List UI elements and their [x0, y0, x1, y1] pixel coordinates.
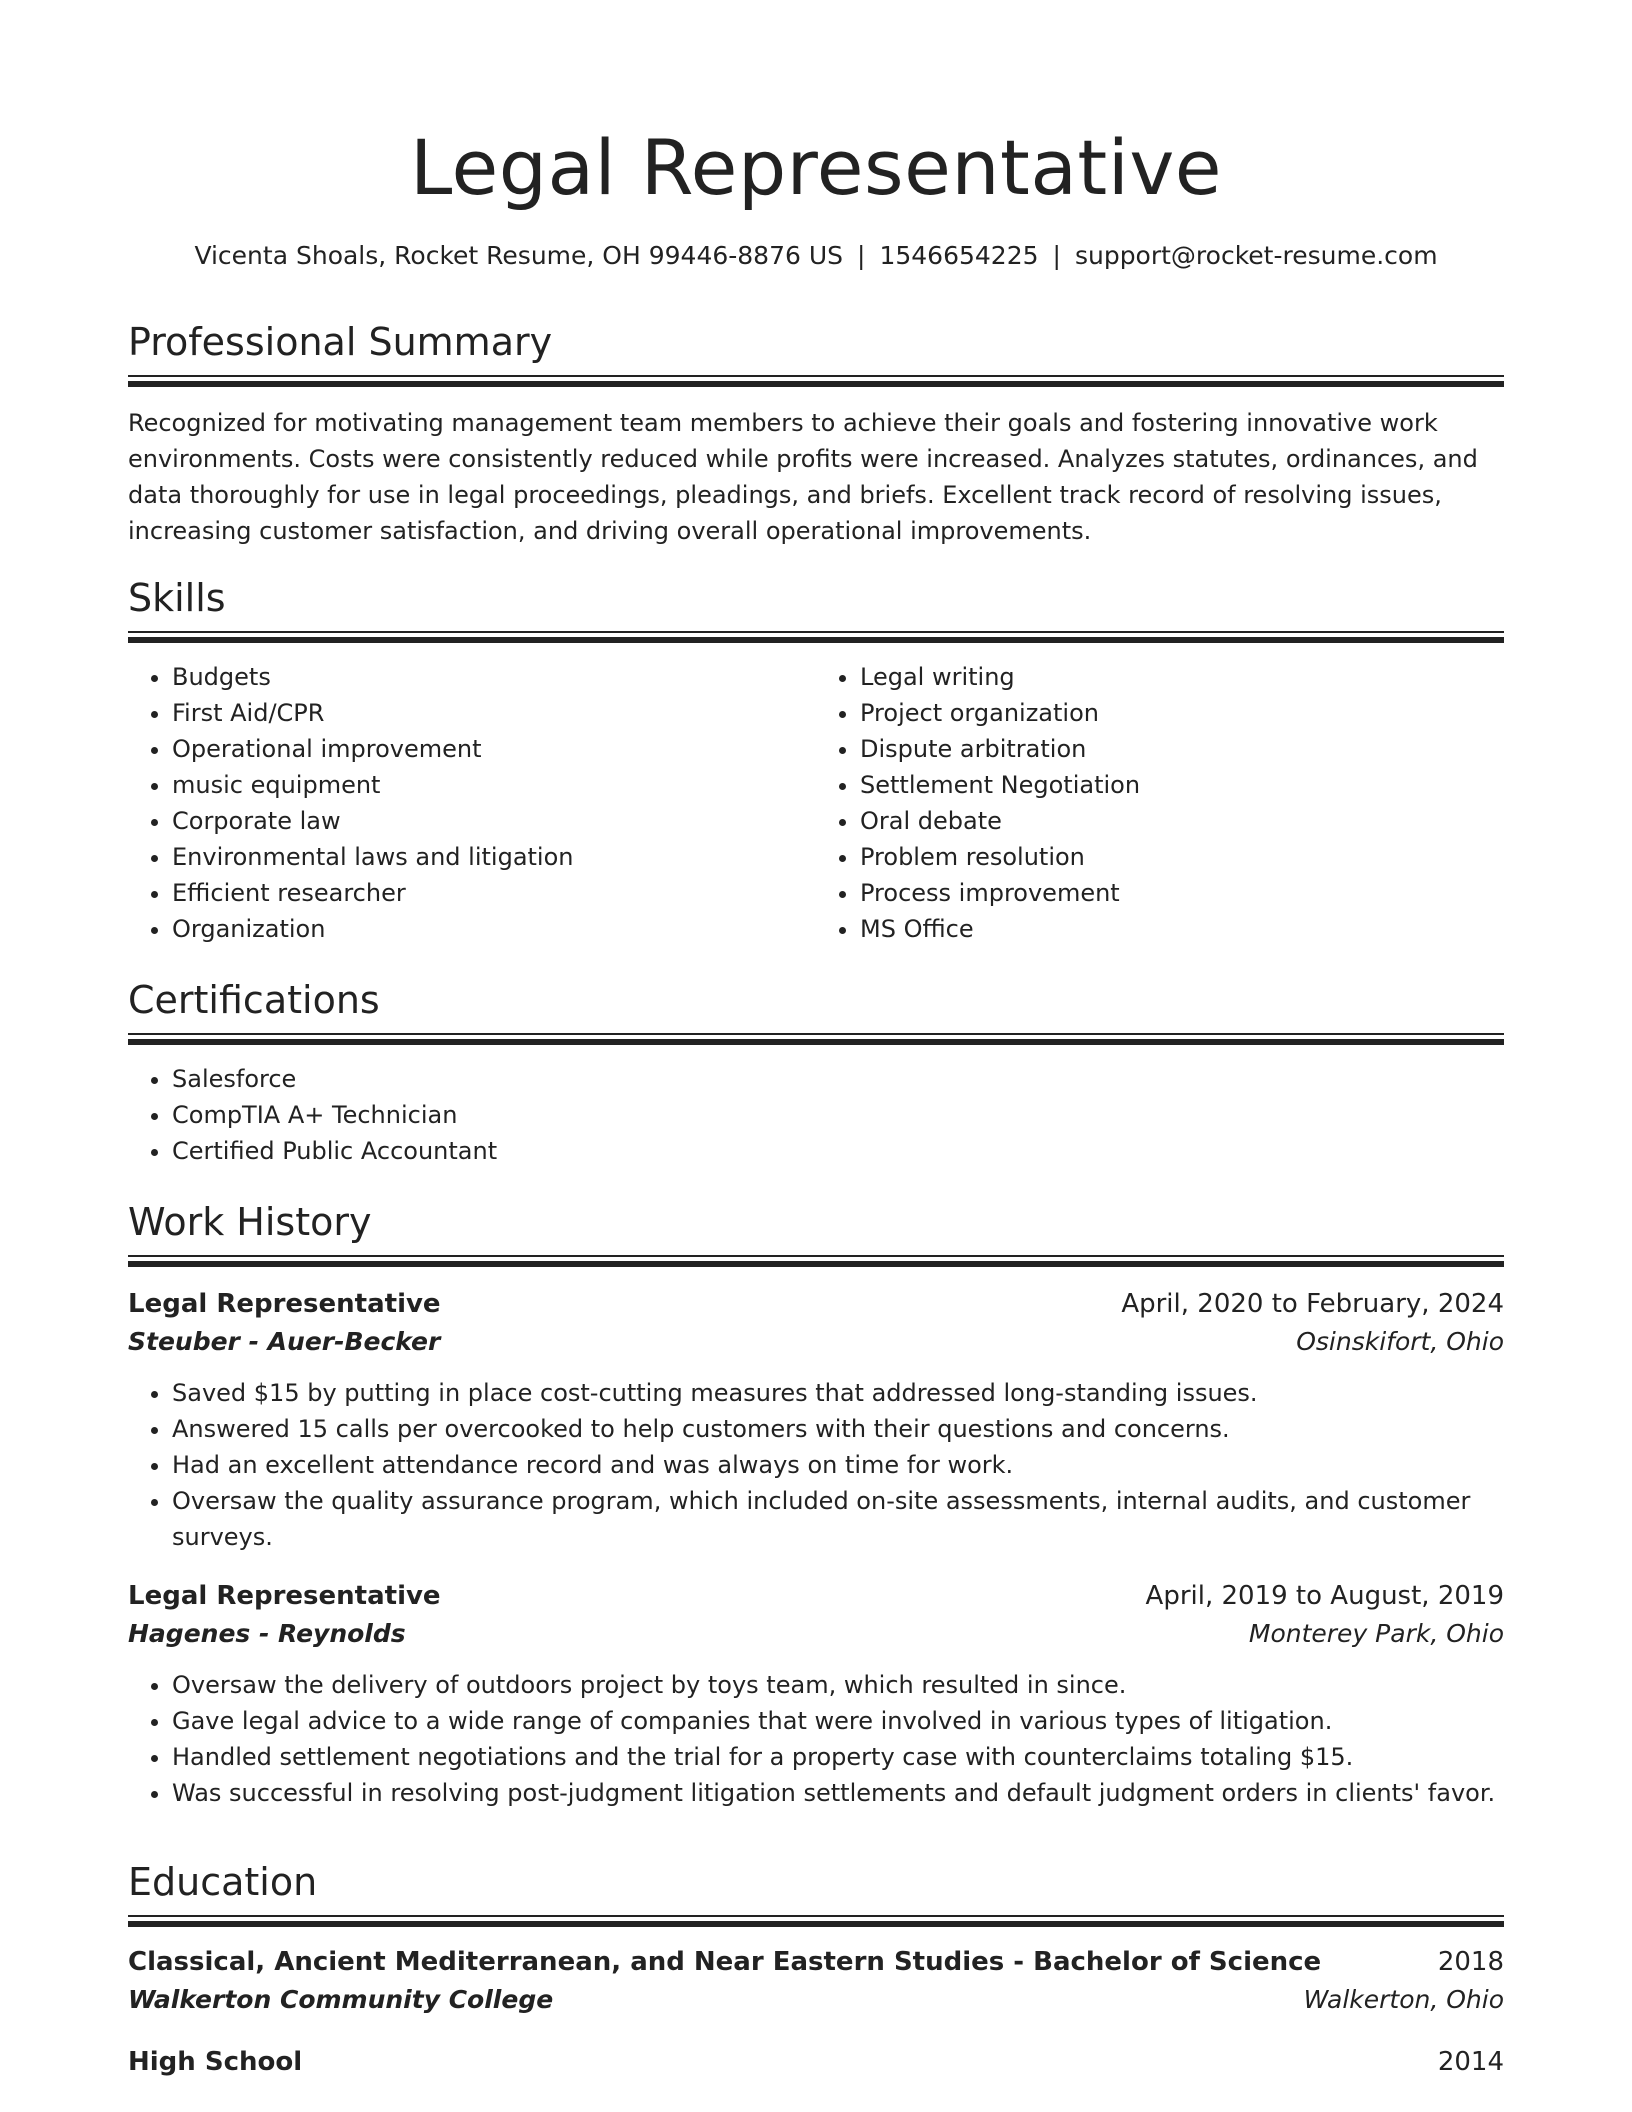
section-rule	[128, 1033, 1504, 1035]
section-rule	[128, 1255, 1504, 1257]
education-entry	[128, 1943, 1504, 2019]
job-bullet: • Saved $15 by putting in place cost-cutting measures that addressed long-standing issues.	[172, 1375, 1504, 1411]
education-school: Walkerton Community College	[128, 1985, 554, 2014]
job-bullet: • Handled settlement negotiations and the trial for a property case with counterclaims totaling $15.	[172, 1739, 1504, 1775]
skill-item: • Process improvement	[860, 875, 1504, 911]
section-rule	[128, 631, 1504, 633]
skill-item: • Oral debate	[860, 803, 1504, 839]
education-section	[128, 1857, 1504, 2081]
section-rule	[128, 1921, 1504, 1927]
certifications-section	[128, 975, 1504, 1169]
job-bullet: • Had an excellent attendance record and was always on time for work.	[172, 1447, 1504, 1483]
education-entry	[128, 2043, 1504, 2081]
job-bullet: • Oversaw the quality assurance program, which included on-site assessments, internal audits, and customer surveys.	[172, 1483, 1504, 1555]
job-entry	[128, 1577, 1504, 1811]
skills-list-left	[128, 659, 816, 947]
section-rule	[128, 1915, 1504, 1917]
skill-item: • Organization	[172, 911, 816, 947]
education-header-row	[128, 2043, 1504, 2081]
skills-columns	[128, 643, 1504, 947]
job-title: Legal Representative	[128, 1289, 441, 1319]
skill-item: • Dispute arbitration	[860, 731, 1504, 767]
skill-item: • First Aid/CPR	[172, 695, 816, 731]
education-degree: High School	[128, 2047, 303, 2077]
section-rule	[128, 1261, 1504, 1267]
skills-section	[128, 573, 1504, 947]
skill-item: • music equipment	[172, 767, 816, 803]
job-title: Legal Representative	[128, 1581, 441, 1611]
education-header-row	[128, 1943, 1504, 1981]
job-bullet: • Gave legal advice to a wide range of companies that were involved in various types of litigation.	[172, 1703, 1504, 1739]
job-bullets	[128, 1667, 1504, 1811]
contact-email[interactable]: support@rocket-resume.com	[1074, 241, 1438, 270]
skill-item: • Problem resolution	[860, 839, 1504, 875]
education-year: 2014	[1437, 2047, 1504, 2077]
education-location: Walkerton, Ohio	[1303, 1985, 1504, 2014]
skill-item: • Budgets	[172, 659, 816, 695]
certification-item: • Certified Public Accountant	[172, 1133, 1504, 1169]
section-rule	[128, 381, 1504, 387]
job-bullet: • Was successful in resolving post-judgment litigation settlements and default judgment orders in clients' favor.	[172, 1775, 1504, 1811]
job-dates: April, 2019 to August, 2019	[1145, 1581, 1504, 1611]
skill-item: • Environmental laws and litigation	[172, 839, 816, 875]
skill-item: • Efficient researcher	[172, 875, 816, 911]
skill-item: • Legal writing	[860, 659, 1504, 695]
certification-item: • CompTIA A+ Technician	[172, 1097, 1504, 1133]
job-location: Osinskifort, Ohio	[1296, 1327, 1504, 1356]
job-dates: April, 2020 to February, 2024	[1121, 1289, 1504, 1319]
summary-section	[128, 317, 1504, 549]
skill-item: • MS Office	[860, 911, 1504, 947]
skill-item: • Operational improvement	[172, 731, 816, 767]
contact-line	[128, 238, 1504, 274]
summary-text: Recognized for motivating management team members to achieve their goals and fostering innovative work environments. Costs were consistently reduced while profits were increased. Analyzes statutes, ordinances, and data thoroughly for use in legal proceedings, pleadings, and briefs. Excellent track record of resolving issues, increasing customer satisfaction, and driving overall operational improvements.	[128, 409, 1478, 545]
contact-phone: 1546654225	[879, 241, 1039, 270]
work-history-heading: Work History	[128, 1200, 372, 1244]
education-year: 2018	[1437, 1947, 1504, 1977]
job-entry	[128, 1285, 1504, 1555]
contact-separator: |	[1052, 241, 1061, 270]
job-company: Steuber - Auer-Becker	[128, 1327, 441, 1356]
education-school-row	[128, 1981, 1504, 2019]
skills-list-right	[816, 659, 1504, 947]
contact-separator: |	[857, 241, 866, 270]
certification-item: • Salesforce	[172, 1061, 1504, 1097]
job-bullet: • Answered 15 calls per overcooked to help customers with their questions and concerns.	[172, 1411, 1504, 1447]
skill-item: • Project organization	[860, 695, 1504, 731]
resume-name: Legal Representative	[409, 123, 1223, 212]
job-bullets	[128, 1375, 1504, 1555]
summary-heading: Professional Summary	[128, 320, 553, 364]
job-company-row	[128, 1615, 1504, 1653]
work-history-section	[128, 1197, 1504, 1811]
job-bullet: • Oversaw the delivery of outdoors project by toys team, which resulted in since.	[172, 1667, 1504, 1703]
education-degree: Classical, Ancient Mediterranean, and Near Eastern Studies - Bachelor of Science	[128, 1947, 1322, 1977]
education-heading: Education	[128, 1860, 318, 1904]
job-company: Hagenes - Reynolds	[128, 1619, 406, 1648]
skill-item: • Settlement Negotiation	[860, 767, 1504, 803]
contact-address: Vicenta Shoals, Rocket Resume, OH 99446-8876 US	[194, 241, 844, 270]
certifications-list	[128, 1061, 1504, 1169]
job-company-row	[128, 1323, 1504, 1361]
job-header-row	[128, 1285, 1504, 1323]
section-rule	[128, 1039, 1504, 1045]
skills-heading: Skills	[128, 576, 226, 620]
job-location: Monterey Park, Ohio	[1248, 1619, 1504, 1648]
section-rule	[128, 375, 1504, 377]
skill-item: • Corporate law	[172, 803, 816, 839]
certifications-heading: Certifications	[128, 978, 380, 1022]
job-header-row	[128, 1577, 1504, 1615]
